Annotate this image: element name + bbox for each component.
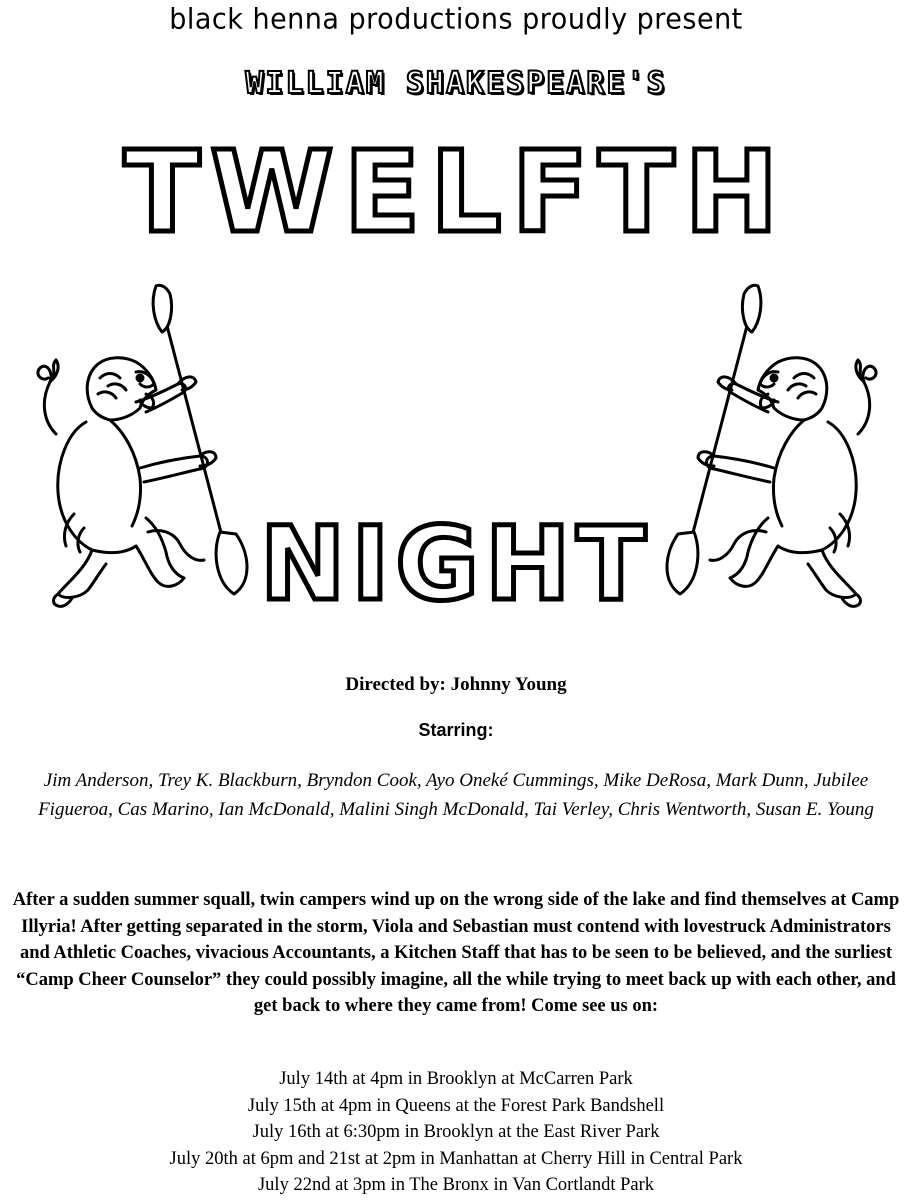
date-line: July 16th at 6:30pm in Brooklyn at the East River Park xyxy=(252,1122,660,1143)
playwright-line: WILLIAM SHAKESPEARE'S xyxy=(245,66,667,101)
lion-with-paddle-icon xyxy=(636,282,886,622)
presenter-line: black henna productions proudly present xyxy=(169,3,743,36)
title-night: NIGHT xyxy=(260,505,652,624)
synopsis: After a sudden summer squall, twin campers wind up on the wrong side of the lake and find themselves at Camp Illyria! After getting separated in the storm, Viola and Sebastian must contend with lovestruck Administrators and Athletic Coaches, vivacious Accountants, a Kitchen Staff that has to be seen to be believed, and the surliest “Camp Cheer Counselor” they could possibly imagine, all the while trying to meet back up with each other, and get back to where they came from! Come see us on: xyxy=(12,890,900,1016)
date-line: July 15th at 4pm in Queens at the Forest Park Bandshell xyxy=(247,1095,665,1116)
director-credit: Directed by: Johnny Young xyxy=(345,674,567,695)
date-line: July 20th at 6pm and 21st at 2pm in Manhattan at Cherry Hill in Central Park xyxy=(169,1148,743,1169)
title-twelfth: TWELFTH xyxy=(123,128,789,258)
starring-label: Starring: xyxy=(418,720,494,740)
cast-list: Jim Anderson, Trey K. Blackburn, Bryndon Cook, Ayo Oneké Cummings, Mike DeRosa, Mark Dunn, Jubilee Figueroa, Cas Marino, Ian McDonald, Malini Singh McDonald, Tai Verley, Chris Wentworth, Susan E. Young xyxy=(38,770,874,820)
lion-with-paddle-icon xyxy=(28,282,278,622)
date-line: July 14th at 4pm in Brooklyn at McCarren Park xyxy=(279,1069,633,1089)
performance-dates xyxy=(0,1066,912,1199)
date-line: July 22nd at 3pm in The Bronx in Van Cortlandt Park xyxy=(257,1175,654,1196)
